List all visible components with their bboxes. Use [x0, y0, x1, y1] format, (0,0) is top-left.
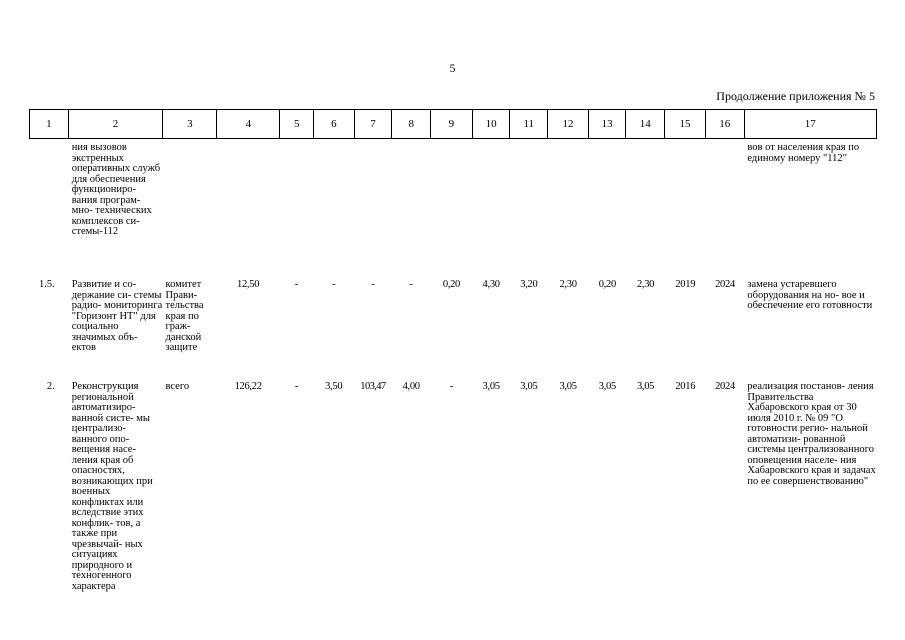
header-cell: 2 [68, 110, 163, 139]
header-cell: 14 [626, 110, 665, 139]
value-cell: 3,05 [636, 381, 655, 392]
value-cell [548, 143, 589, 280]
executor: всего [165, 381, 190, 392]
row-number: 1.5. [38, 279, 55, 290]
measure-name: Развитие и со- держание си- стемы радио- мониторинга "Горизонт НТ" для социально значимых объ- ектов [71, 279, 163, 353]
header-cell: 16 [705, 110, 744, 139]
value-cell: - [409, 279, 413, 290]
value-cell: 3,50 [325, 381, 343, 392]
value-cell: - [371, 279, 375, 290]
column-number-header [29, 109, 877, 139]
value-cell [588, 143, 626, 280]
measure-name: Реконструкция региональной автоматизиро- ванной систе- мы централизо- ванного опо- вещения насе- ления края об опасностях, возникающих при военных конфликтах или вследствие этих конфлик- тов, а также при чрезвычай- ных ситуациях природного и техногенного характера [71, 381, 153, 592]
header-cell: 3 [163, 110, 217, 139]
value-cell: - [294, 279, 299, 290]
table-row [29, 382, 877, 612]
value-cell: 3,20 [520, 279, 538, 290]
year-start: 2016 [675, 381, 696, 392]
value-cell: 4,30 [482, 279, 500, 290]
header-cell: 11 [510, 110, 548, 139]
row-number [29, 143, 68, 280]
header-cell: 4 [217, 110, 280, 139]
header-cell: 10 [472, 110, 510, 139]
table-row [29, 280, 877, 382]
value-cell: 3,05 [482, 381, 500, 392]
header-cell: 13 [588, 110, 626, 139]
measure-name: ния вызовов экстренных оперативных служб для обеспечения функциониро- вания програм- мно- технических комплексов си- стемы-112 [71, 142, 161, 237]
value-cell: 4,00 [402, 381, 420, 392]
header-cell: 6 [314, 110, 355, 139]
program-table-body [29, 143, 877, 612]
value-cell: - [294, 381, 299, 392]
value-cell [354, 143, 392, 280]
table-row [29, 143, 877, 280]
value-cell: 0,20 [442, 279, 460, 290]
expected-result: вов от населения края по единому номеру "112" [747, 142, 860, 164]
executor: комитет Прави- тельства края по граж- данской защите [165, 279, 204, 353]
value-cell [472, 143, 510, 280]
expected-result: реализация постанов- ления Правительства Хабаровского края от 30 июля 2010 г. № 09 "О готовности регио- нальной автоматизи- рованной системы централизованного оповещения населе- ния Хабаровского края и задачах по ее совершенствованию" [747, 381, 876, 487]
header-cell: 17 [744, 110, 876, 139]
row-number: 2. [46, 381, 55, 392]
year-end: 2024 [715, 381, 735, 392]
page-number: 5 [449, 61, 456, 75]
expected-result: замена устаревшего оборудования на но- вое и обеспечение его готовности [747, 279, 873, 311]
header-cell: 7 [354, 110, 392, 139]
header-cell: 9 [431, 110, 473, 139]
header-cell: 8 [392, 110, 431, 139]
value-cell: 126,22 [234, 381, 262, 392]
value-cell [392, 143, 431, 280]
value-cell [280, 143, 314, 280]
value-cell: 3,05 [598, 381, 616, 392]
value-cell: 3,05 [559, 381, 577, 392]
executor [163, 143, 217, 280]
value-cell [626, 143, 665, 280]
value-cell [217, 143, 280, 280]
value-cell: 2,30 [636, 279, 655, 290]
value-cell [431, 143, 473, 280]
value-cell: - [332, 279, 336, 290]
year-end [706, 143, 745, 280]
header-cell: 1 [30, 110, 69, 139]
value-cell: 0,20 [598, 279, 616, 290]
year-start [665, 143, 706, 280]
year-start: 2019 [675, 279, 696, 290]
header-cell: 15 [665, 110, 706, 139]
value-cell: 103,47 [360, 381, 386, 392]
value-cell [510, 143, 548, 280]
header-cell: 12 [548, 110, 589, 139]
value-cell: 12,50 [237, 279, 260, 290]
year-end: 2024 [715, 279, 735, 290]
value-cell: 2,30 [559, 279, 577, 290]
value-cell [313, 143, 354, 280]
value-cell: 3,05 [520, 381, 538, 392]
value-cell: - [449, 381, 453, 392]
continuation-label: Продолжение приложения № 5 [716, 89, 875, 103]
header-cell: 5 [280, 110, 314, 139]
